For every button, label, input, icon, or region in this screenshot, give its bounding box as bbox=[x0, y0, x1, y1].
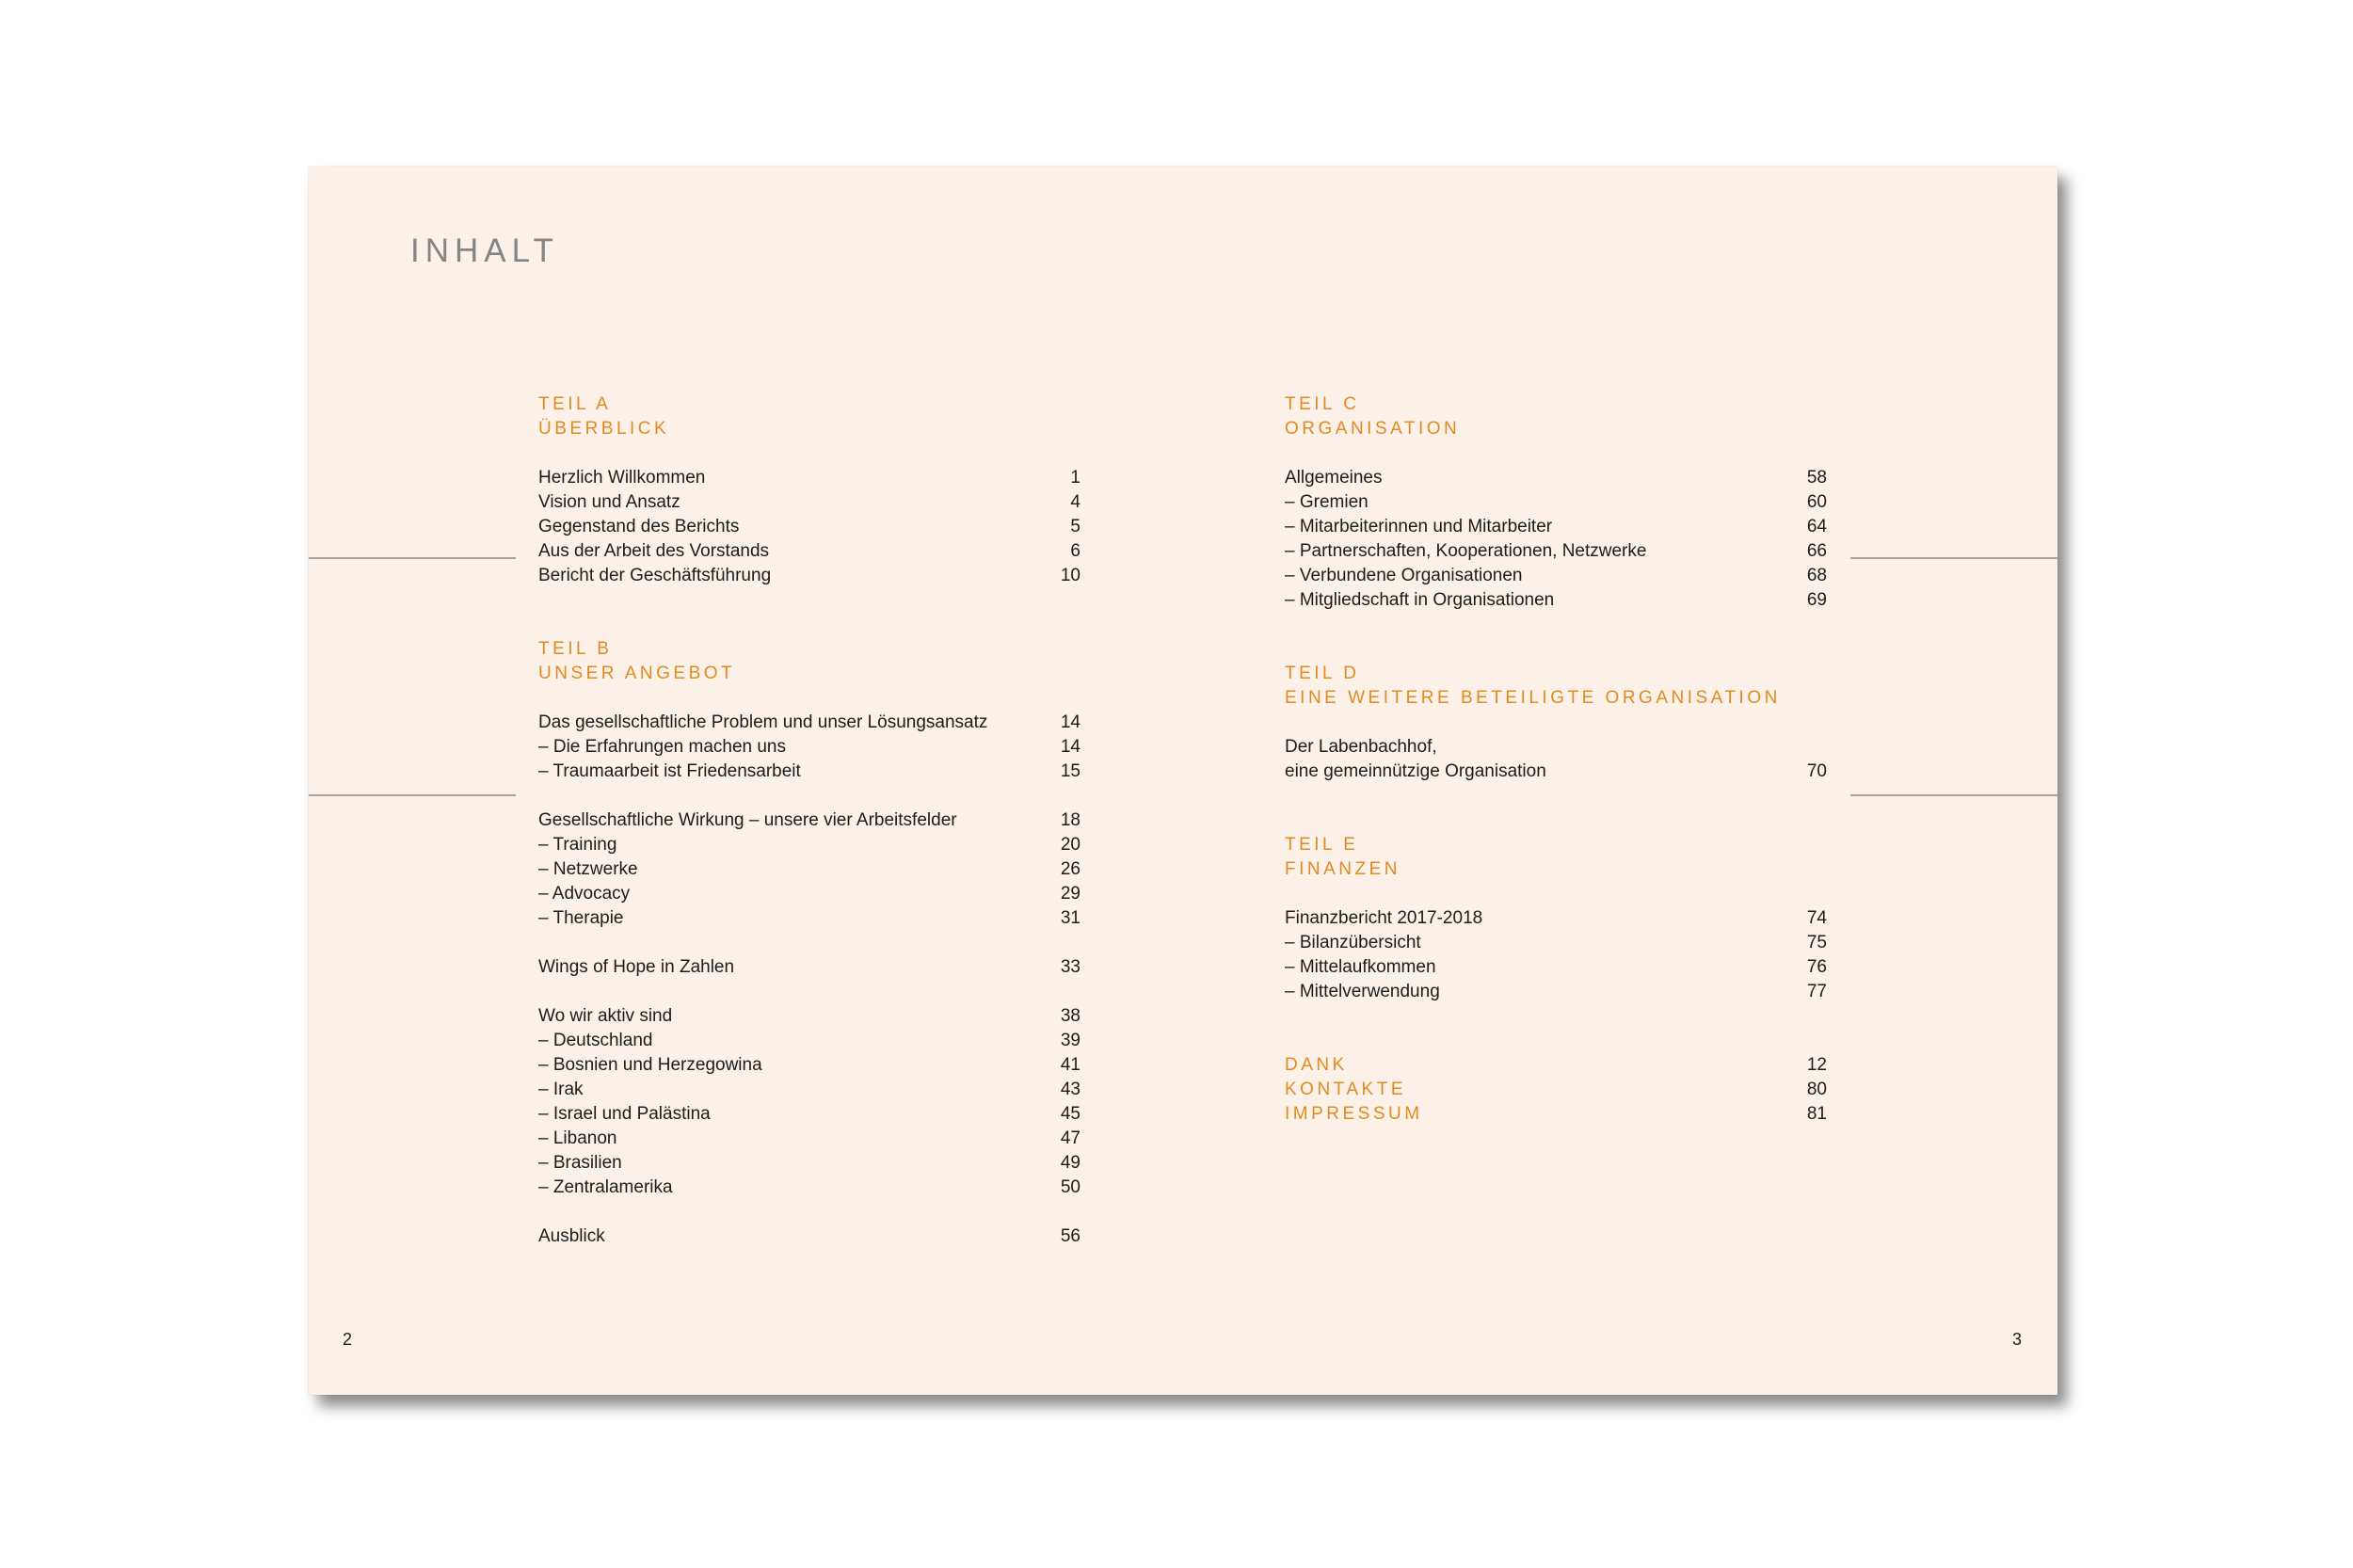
appendix-entry-page: 12 bbox=[1806, 1055, 1827, 1075]
toc-entry[interactable] bbox=[1285, 906, 1827, 931]
page-title: INHALT bbox=[410, 232, 559, 269]
toc-entry[interactable] bbox=[538, 735, 1080, 760]
divider-rule bbox=[1850, 557, 2057, 559]
toc-entry-title: – Training bbox=[538, 835, 617, 855]
toc-entry-title: – Mittelverwendung bbox=[1285, 982, 1440, 1001]
toc-entry[interactable] bbox=[1285, 466, 1827, 490]
toc-entry-title: – Verbundene Organisationen bbox=[1285, 566, 1523, 585]
section-heading bbox=[1285, 392, 1827, 441]
toc-entry[interactable] bbox=[538, 1102, 1080, 1127]
toc-entry-page: 68 bbox=[1806, 566, 1827, 585]
toc-entry-title: – Libanon bbox=[538, 1128, 617, 1148]
toc-entry-title: Bericht der Geschäftsführung bbox=[538, 566, 772, 585]
toc-section bbox=[538, 637, 1080, 1249]
toc-entry-page: 26 bbox=[1060, 859, 1080, 879]
toc-group bbox=[538, 466, 1080, 588]
toc-column-right bbox=[1285, 392, 1827, 1127]
toc-entry[interactable] bbox=[538, 1029, 1080, 1053]
book-spread bbox=[309, 167, 2057, 1395]
toc-group bbox=[538, 711, 1080, 784]
toc-entry-title: – Die Erfahrungen machen uns bbox=[538, 737, 786, 757]
toc-entry[interactable] bbox=[1285, 931, 1827, 955]
toc-entry[interactable] bbox=[1285, 490, 1827, 515]
toc-entry-page: 75 bbox=[1806, 933, 1827, 952]
section-heading bbox=[538, 392, 1080, 441]
toc-entry-title: – Gremien bbox=[1285, 492, 1369, 512]
section-heading-line: UNSER ANGEBOT bbox=[538, 664, 736, 683]
toc-entry-page: 69 bbox=[1806, 590, 1827, 610]
toc-entry-page: 29 bbox=[1060, 884, 1080, 904]
divider-rule bbox=[1850, 794, 2057, 796]
appendix-entry-page: 80 bbox=[1806, 1080, 1827, 1099]
toc-entry-title: Gesellschaftliche Wirkung – unsere vier Arbeitsfelder bbox=[538, 810, 957, 830]
toc-entry[interactable] bbox=[538, 1224, 1080, 1249]
toc-entry[interactable] bbox=[538, 808, 1080, 833]
toc-entry-title: eine gemeinnützige Organisation bbox=[1285, 761, 1546, 781]
toc-entry-page: 14 bbox=[1060, 712, 1080, 732]
toc-entry-title: – Traumaarbeit ist Friedensarbeit bbox=[538, 761, 801, 781]
toc-entry[interactable] bbox=[538, 760, 1080, 784]
appendix-links bbox=[1285, 1053, 1827, 1127]
toc-entry-title: – Netzwerke bbox=[538, 859, 638, 879]
toc-entry-page: 43 bbox=[1060, 1080, 1080, 1099]
toc-entry-page: 10 bbox=[1060, 566, 1080, 585]
toc-entry-title: – Israel und Palästina bbox=[538, 1104, 711, 1124]
toc-entry-page: 15 bbox=[1060, 761, 1080, 781]
section-heading-line: TEIL D bbox=[1285, 664, 1360, 683]
toc-entry-title: – Mitgliedschaft in Organisationen bbox=[1285, 590, 1555, 610]
toc-entry[interactable] bbox=[538, 564, 1080, 588]
toc-entry[interactable] bbox=[538, 1127, 1080, 1151]
toc-entry[interactable] bbox=[538, 1053, 1080, 1078]
toc-entry-page: 49 bbox=[1060, 1153, 1080, 1173]
toc-entry-page: 20 bbox=[1060, 835, 1080, 855]
toc-section bbox=[1285, 392, 1827, 613]
appendix-entry[interactable] bbox=[1285, 1102, 1827, 1127]
appendix-entry-title: IMPRESSUM bbox=[1285, 1104, 1423, 1124]
toc-entry-page: 64 bbox=[1806, 517, 1827, 536]
toc-section bbox=[1285, 662, 1827, 784]
toc-entry-title: Allgemeines bbox=[1285, 468, 1383, 488]
toc-entry[interactable] bbox=[1285, 515, 1827, 539]
toc-section bbox=[1285, 833, 1827, 1004]
toc-entry-title: – Irak bbox=[538, 1080, 584, 1099]
toc-entry[interactable] bbox=[538, 1078, 1080, 1102]
toc-entry-page: 50 bbox=[1060, 1177, 1080, 1197]
toc-entry-title: – Partnerschaften, Kooperationen, Netzwerke bbox=[1285, 541, 1647, 561]
toc-section bbox=[538, 392, 1080, 588]
toc-entry-title: – Advocacy bbox=[538, 884, 631, 904]
toc-entry-title: Finanzbericht 2017-2018 bbox=[1285, 908, 1483, 928]
toc-entry[interactable] bbox=[538, 466, 1080, 490]
appendix-entry[interactable] bbox=[1285, 1078, 1827, 1102]
toc-entry-page: 6 bbox=[1070, 541, 1080, 561]
toc-entry-title: Das gesellschaftliche Problem und unser Lösungsansatz bbox=[538, 712, 988, 732]
toc-entry-page: 45 bbox=[1060, 1104, 1080, 1124]
toc-entry-page: 56 bbox=[1060, 1226, 1080, 1246]
toc-entry-page: 47 bbox=[1060, 1128, 1080, 1148]
toc-entry[interactable] bbox=[538, 1004, 1080, 1029]
toc-entry[interactable] bbox=[1285, 564, 1827, 588]
toc-group bbox=[538, 955, 1080, 980]
toc-entry-page: 33 bbox=[1060, 957, 1080, 977]
toc-group bbox=[538, 808, 1080, 931]
section-heading-line: FINANZEN bbox=[1285, 859, 1401, 879]
section-heading bbox=[1285, 662, 1827, 711]
toc-entry-page: 77 bbox=[1806, 982, 1827, 1001]
toc-column-left bbox=[538, 392, 1080, 1298]
toc-entry-title: Vision und Ansatz bbox=[538, 492, 680, 512]
appendix-entry-title: KONTAKTE bbox=[1285, 1080, 1406, 1099]
toc-entry[interactable] bbox=[538, 1176, 1080, 1200]
toc-entry-title: – Deutschland bbox=[538, 1031, 653, 1050]
toc-entry-page: 58 bbox=[1806, 468, 1827, 488]
toc-entry-page: 39 bbox=[1060, 1031, 1080, 1050]
section-heading-line: TEIL E bbox=[1285, 835, 1359, 855]
section-heading-line: TEIL A bbox=[538, 394, 612, 414]
toc-entry[interactable] bbox=[538, 490, 1080, 515]
section-heading-line: EINE WEITERE BETEILIGTE ORGANISATION bbox=[1285, 688, 1781, 708]
toc-entry[interactable] bbox=[1285, 588, 1827, 613]
section-heading bbox=[538, 637, 1080, 686]
toc-entry-page: 74 bbox=[1806, 908, 1827, 928]
toc-group bbox=[1285, 906, 1827, 1004]
toc-entry-title: Ausblick bbox=[538, 1226, 605, 1246]
toc-entry-page: 41 bbox=[1060, 1055, 1080, 1075]
toc-entry-title: – Zentralamerika bbox=[538, 1177, 673, 1197]
toc-entry-page: 14 bbox=[1060, 737, 1080, 757]
appendix-entry-title: DANK bbox=[1285, 1055, 1348, 1075]
toc-entry[interactable] bbox=[538, 882, 1080, 906]
toc-entry-page: 31 bbox=[1060, 908, 1080, 928]
toc-entry-title: – Mittelaufkommen bbox=[1285, 957, 1436, 977]
toc-entry-title: Herzlich Willkommen bbox=[538, 468, 706, 488]
toc-entry-title: – Bosnien und Herzegowina bbox=[538, 1055, 762, 1075]
toc-entry[interactable] bbox=[538, 1151, 1080, 1176]
section-heading-line: ÜBERBLICK bbox=[538, 419, 670, 439]
toc-entry-title: Der Labenbachhof, bbox=[1285, 737, 1437, 757]
toc-entry[interactable] bbox=[538, 515, 1080, 539]
section-heading bbox=[1285, 833, 1827, 882]
toc-group bbox=[1285, 466, 1827, 613]
toc-entry[interactable] bbox=[538, 955, 1080, 980]
toc-entry[interactable] bbox=[538, 539, 1080, 564]
toc-entry[interactable] bbox=[1285, 955, 1827, 980]
toc-entry-title: – Bilanzübersicht bbox=[1285, 933, 1421, 952]
section-heading-line: TEIL C bbox=[1285, 394, 1360, 414]
toc-group bbox=[538, 1004, 1080, 1200]
toc-entry-title: Aus der Arbeit des Vorstands bbox=[538, 541, 770, 561]
toc-entry[interactable] bbox=[1285, 735, 1827, 760]
divider-rule bbox=[309, 557, 516, 559]
toc-entry[interactable] bbox=[538, 833, 1080, 857]
toc-entry[interactable] bbox=[1285, 760, 1827, 784]
toc-entry[interactable] bbox=[538, 906, 1080, 931]
toc-entry-title: Wings of Hope in Zahlen bbox=[538, 957, 735, 977]
toc-entry-page: 60 bbox=[1806, 492, 1827, 512]
toc-entry-page: 66 bbox=[1806, 541, 1827, 561]
toc-group bbox=[1285, 735, 1827, 784]
divider-rule bbox=[309, 794, 516, 796]
toc-entry[interactable] bbox=[538, 711, 1080, 735]
toc-entry-page: 18 bbox=[1060, 810, 1080, 830]
toc-entry[interactable] bbox=[1285, 980, 1827, 1004]
section-heading-line: TEIL B bbox=[538, 639, 613, 659]
toc-entry-page: 70 bbox=[1806, 761, 1827, 781]
page-number-left: 2 bbox=[343, 1330, 353, 1349]
section-heading-line: ORGANISATION bbox=[1285, 419, 1461, 439]
toc-entry-page: 5 bbox=[1070, 517, 1080, 536]
toc-entry[interactable] bbox=[1285, 539, 1827, 564]
toc-entry-title: – Therapie bbox=[538, 908, 624, 928]
appendix-entry[interactable] bbox=[1285, 1053, 1827, 1078]
toc-entry-title: Wo wir aktiv sind bbox=[538, 1006, 673, 1026]
toc-entry-page: 76 bbox=[1806, 957, 1827, 977]
toc-entry-page: 1 bbox=[1070, 468, 1080, 488]
toc-entry-page: 4 bbox=[1070, 492, 1080, 512]
toc-entry-title: – Mitarbeiterinnen und Mitarbeiter bbox=[1285, 517, 1553, 536]
page-number-right: 3 bbox=[2011, 1330, 2022, 1349]
toc-group bbox=[538, 1224, 1080, 1249]
toc-entry-title: – Brasilien bbox=[538, 1153, 622, 1173]
toc-entry-title: Gegenstand des Berichts bbox=[538, 517, 740, 536]
toc-entry-page: 38 bbox=[1060, 1006, 1080, 1026]
appendix-entry-page: 81 bbox=[1806, 1104, 1827, 1124]
toc-entry[interactable] bbox=[538, 857, 1080, 882]
